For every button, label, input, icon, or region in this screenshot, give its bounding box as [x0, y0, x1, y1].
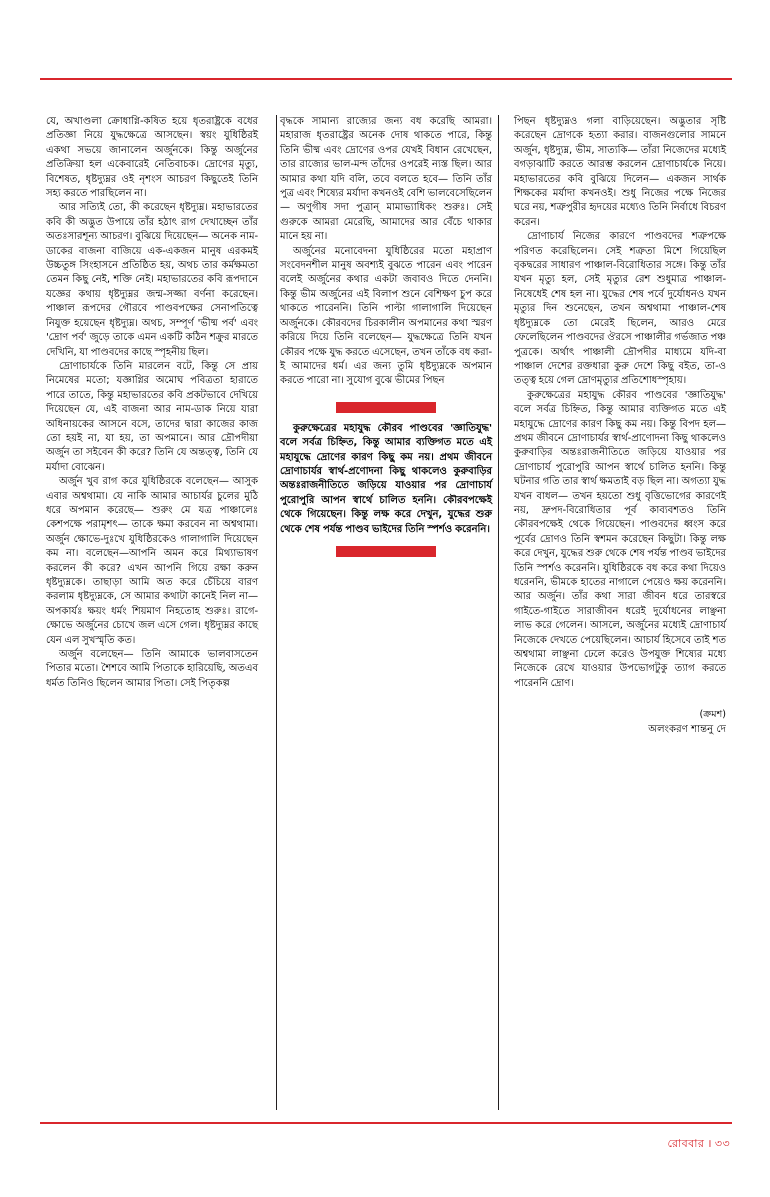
pull-quote-block [280, 402, 492, 557]
top-divider-rule [40, 78, 732, 80]
magazine-name: রোববার [667, 1137, 705, 1150]
paragraph: অর্জুন খুব রাগ করে যুধিষ্ঠিরকে বলেছেন— আসুক এবার অশ্বথামা। যে নাকি আমার আচার্যর চুলের মুঠি ধরে অপমান করেছে— শুরুং মে যত্র পাঞ্চালেঃ কেশপক্ষে পরামৃশৎ— তাকে ক্ষমা করবেন না অশ্বথামা। অর্জুন ক্ষোভে-দুঃখে যুধিষ্ঠিরকেও গালাগালি দিয়েছেন কম না। বলেছেন—আপনি অমন করে মিথ্যাভাষণ করলেন কী করে? এখন আপনি গিয়ে রক্ষা করুন ধৃষ্টদ্যুম্নকে। তাছাড়া আমি অত করে চেঁচিয়ে বারণ করলাম ধৃষ্টদ্যুম্নকে, সে আমার কথাটা কানেই নিল না— অপকার্যঃ ক্ষয়ং ধর্মং শিয়মাণ নিহতোহ শুরুঃ। রাগে-ক্ষোভে অর্জুনের চোখে জল এসে গেল। ধৃষ্টদ্যুম্নর কাছে যেন এল সুখস্মৃতি কত। [46, 476, 258, 646]
paragraph: অর্জুন বলেছেন— তিনি আমাকে ভালবাসতেন পিতার মতো। শৈশবে আমি পিতাকে হারিয়েছি, অতএব ধর্মত তিনিও ছিলেন আমার পিতা। সেই পিতৃকল্প [46, 649, 258, 689]
paragraph: দ্রোণাচার্য নিজের কারণে পাণ্ডবদের শত্রুপক্ষে পরিণত করেছিলেন। সেই শত্রুতা মিশে গিয়েছিল বৃকদ্বরের সাধারণ পাঞ্চাল-বিরোধিতার সঙ্গে। কিন্তু তাঁর যখন মৃত্যু হল, সেই মৃত্যুর রেশ শুধুমাত্র পাঞ্চাল-নিষেধেই শেষ হল না। যুদ্ধের শেষ পর্বে দুর্যোধনও যখন মৃত্যুর দিন শুনেছেন, তখন অশ্বথামা পাঞ্চাল-শেষ ধৃষ্টদ্যুম্নকে তো মেরেই ছিলেন, আরও মেরে ফেলেছিলেন পাণ্ডবদের ঔরসে পাঞ্চালীর গর্ভজাত পঞ্চ পুত্রকে। অর্থাৎ পাঞ্চালী দ্রৌপদীর মাধ্যমে যদি-বা পাঞ্চাল দেশের রক্তধারা কুরু দেশে কিছু বইত, তা-ও তত্ত্ব হয়ে গেল দ্রোণমৃত্যুর প্রতিশোধস্পৃহায়। [514, 231, 726, 387]
paragraph: কুরুক্ষেত্রের মহাযুদ্ধ কৌরব পাণ্ডবের 'জ্ঞাতিযুদ্ধ' বলে সর্বত্র চিহ্নিত, কিন্তু আমার ব্যক্তিগত মতে এই মহাযুদ্ধে দ্রোণের কারণ কিছু কম নয়। কিন্তু বিপদ হল— প্রথম জীবনে দ্রোণাচার্যর স্বার্থ-প্রাণোদনা কিছু থাকলেও কুরুবাড়ির অন্তঃরাজনীতিতে জড়িয়ে যাওয়ার পর দ্রোণাচার্য পুরোপুরি আপন স্বার্থে চালিত হননি। কিন্তু ঘটনার গতি তার স্বার্থ ক্ষমতাই বড় ছিল না। অগত্যা যুদ্ধ যখন বাধল— তখন হয়তো শুধু বৃত্তিভোগের কারণেই নয়, দ্রুপদ-বিরোধিতার পূর্ব কাব্যবশতও তিনি কৌরবপক্ষেই থেকে গিয়েছেন। পাণ্ডবদের ধ্বংস করে পূর্বের দ্রোণও তিনি স্বশমন করেছেন কিছুটা। কিন্তু লক্ষ করে দেখুন, যুদ্ধের শুরু থেকে শেষ পর্যন্ত পাণ্ডব ভাইদের তিনি স্পর্শও করেননি। যুধিষ্ঠিরকে বধ করে কথা দিয়েও ধরেননি, ভীমকে হাতের নাগালে পেয়েও ক্ষয় করেননি। আর অর্জুন। তাঁর কথা সারা জীবন ধরে তারস্বরে গাইতে-গাইতে সারাজীবন ধরেই দুর্যোধনের লাঞ্ছনা লাভ করে গেলেন। আসলে, অর্জুনের মধ্যেই দ্রোণাচার্য নিজেকে দেখতে পেয়েছিলেন। আচার্য হিসেবে তাই শত অশ্বথামা লাঞ্ছনা ঢেলে করেও উপযুক্ত শিষ্যের মধ্যে নিজেকে রেখে যাওয়ার উপভোগটুকু ত্যাগ করতে পারেননি দ্রোণ। [514, 389, 726, 689]
footer-separator: । [707, 1137, 712, 1150]
text-column-3 [514, 115, 726, 1110]
pull-quote-text: কুরুক্ষেত্রের মহাযুদ্ধ কৌরব পাণ্ডবের 'জ্ঞাতিযুদ্ধ' বলে সর্বত্র চিহ্নিত, কিন্তু আমার ব্যক্তিগত মতে এই মহাযুদ্ধে দ্রোণের কারণ কিছু কম নয়। প্রথম জীবনে দ্রোণাচার্যর স্বার্থ-প্রণোদনা কিছু থাকলেও কুরুবাড়ির অন্তঃরাজনীতিতে জড়িয়ে যাওয়ার পর দ্রোণাচার্য পুরোপুরি আপন স্বার্থে চালিত হননি। কৌরবপক্ষেই থেকে গিয়েছেন। কিন্তু লক্ষ করে দেখুন, যুদ্ধের শুরু থেকে শেষ পর্যন্ত পাণ্ডব ভাইদের তিনি স্পর্শও করেননি। [280, 422, 492, 535]
pull-quote-top-bar [336, 402, 436, 413]
text-column-1 [46, 115, 258, 1110]
text-column-2 [280, 115, 492, 1110]
article-credit [514, 707, 726, 737]
paragraph: দ্রোণাচার্যকে তিনি মারলেন বটে, কিন্তু সে প্রায় নিমেষের মতো; যজ্ঞাগ্নির অমোঘ পবিত্রতা হারাতে পারে তাতে, কিন্তু মহাভারতের কবি প্রকটভাবে দেখিয়ে দিয়েছেন যে, এই বাজনা আর নাম-ডাক নিয়ে যারা অধিনায়কের আসনে বসে, তাদের দ্বারা কাজের কাজ তো হয়ই না, যা হয়, তা অপমানে। আর দ্রৌপদীয়া অর্জুন তা সইবেন কী করে? তিনি যে অন্তত্ত্ব, তিনি যে মর্যাদা বোঝেন। [46, 360, 258, 473]
paragraph: বৃদ্ধকে সামান্য রাজ্যের জন্য বধ করেছি আমরা। মহারাজ ধৃতরাষ্ট্রের অনেক দোষ থাকতে পারে, কিন্তু তিনি ভীষ্ম এবং দ্রোণের ওপর যেখই বিধান রেখেছেন, তার রাজ্যের ভাল-মন্দ তাঁদের ওপরেই ন্যস্ত ছিল। আর আমার কথা যদি বলি, তবে বলতে হবে— তিনি তাঁর পুত্র এবং শিষ্যের মর্যাদা কখনওই বেশি ভালবেসেছিলেন— অণুগীষ সদা পুত্রান্ মামাভ্যাধিকং শুরুঃ। সেই গুরুকে আমরা মেরেছি, আমাদের আর বেঁচে থাকার মানে হয় না। [280, 116, 492, 243]
pull-quote-bottom-bar [336, 546, 436, 557]
paragraph: আর সত্যিই তো, কী করেছেন ধৃষ্টদ্যুম্ন। মহাভারতের কবি কী অদ্ভুত উপায়ে তাঁর হঠাৎ রাগ দেখাচ্ছেন তাঁর অতঃসারশূন্য আচরণ। বুঝিয়ে দিয়েছেন— অনেক নাম-ডাকের বাজনা বাজিয়ে এক-একজন মানুষ এরকমই উচ্চতুঙ্গ সিংহাসনে প্রতিষ্ঠিত হয়, অথচ তার কর্মক্ষমতা তেমন কিছু নেই, শক্তি নেই। মহাভারতের কবি রূপদানে যজ্ঞের কথায় ধৃষ্টদ্যুম্নর জন্ম-সজ্জা বর্ণনা করেছেন। পাঞ্চাল রূপদের গৌরবে পাণ্ডবপক্ষের সেনাপতিত্বে নিযুক্ত হয়েছেন ধৃষ্টদ্যুম্ন। অথচ, সম্পূর্ণ 'ভীষ্ম পর্ব' এবং 'দ্রোণ পর্ব' জুড়ে তাকে এমন একটি কঠিন শক্রুর মারতে দেখিনি, যা পাণ্ডবদের কাছে স্পৃহনীয় ছিল। [46, 202, 258, 358]
page-number: ৩৩ [714, 1137, 730, 1150]
paragraph: পিছন ধৃষ্টদ্যুম্নও গলা বাড়িয়েছেন। অদ্ভুতার সৃষ্টি করেছেন দ্রোণকে হত্যা করার। বাজনগুলোর সামনে অর্জুন, ধৃষ্টদ্যুম্ন, ভীম, সাত্যকি— তাঁরা নিজেদের মধ্যেই বগড়াঝাটি করতে আরম্ভ করলেন দ্রোণাচার্যকে নিয়ে। মহাভারতের কবি বুঝিয়ে দিলেন— একজন সার্থক শিক্ষকের মর্যাদা কখনওই। শুধু নিজের পক্ষে নিজের ঘরে নয়, শত্রুপুরীর হৃদয়ের মধ্যেও তিনি নির্বাধে বিচরণ করেন। [514, 116, 726, 228]
paragraph: অর্জুনের মনোবেদনা যুধিষ্ঠিরের মতো মহাপ্রাণ সংবেদনশীল মানুষ অবশ্যই বুঝতে পারেন এবং পারেন বলেই অর্জুনের কথার একটা জবাবও দিতে দেননি। কিন্তু ভীম অর্জুনের এই বিলাপ শুনে বেশিক্ষণ চুপ করে থাকতে পারেননি। তিনি পাল্টা গালাগালি দিয়েছেন অর্জুনকে। কৌরবদের চিরকালীন অপমানের কথা স্মরণ করিয়ে দিয়ে তিনি বলেছেন— যুদ্ধক্ষেত্রে তিনি যখন কৌরব পক্ষে যুদ্ধ করতে এসেছেন, তখন তাঁকে বধ করা-ই আমাদের ধর্ম। এর জন্য তুমি ধৃষ্টদ্যুম্নকে অপমান করতে পারো না। সুযোগ বুঝে ভীমের পিছন [280, 245, 492, 387]
paragraph: যে, অখাণ্ডলা ক্রোধাগ্নি-কষিত হয়ে ধৃতরাষ্ট্রকে বধের প্রতিজ্ঞা নিয়ে যুদ্ধক্ষেত্রে আসছেন। স্বয়ং যুধিষ্ঠিরই একথা সভয়ে জানালেন অর্জুনকে। কিন্তু অর্জুনের প্রতিক্রিয়া হল একেবারেই নেতিবাচক। দ্রোণের মৃত্যু, বিশেষত, ধৃষ্টদ্যুম্নর ওই নৃশংস আচরণ কিছুতেই তিনি সহ্য করতে পারছিলেন না। [46, 116, 258, 200]
page-footer [668, 1135, 730, 1154]
serial-note: (ক্রমশ) [699, 709, 726, 721]
bottom-divider-rule [40, 1122, 732, 1124]
illustrator-credit: অলংকরণ শান্তনু দে [648, 724, 726, 736]
article-columns [46, 115, 726, 1110]
